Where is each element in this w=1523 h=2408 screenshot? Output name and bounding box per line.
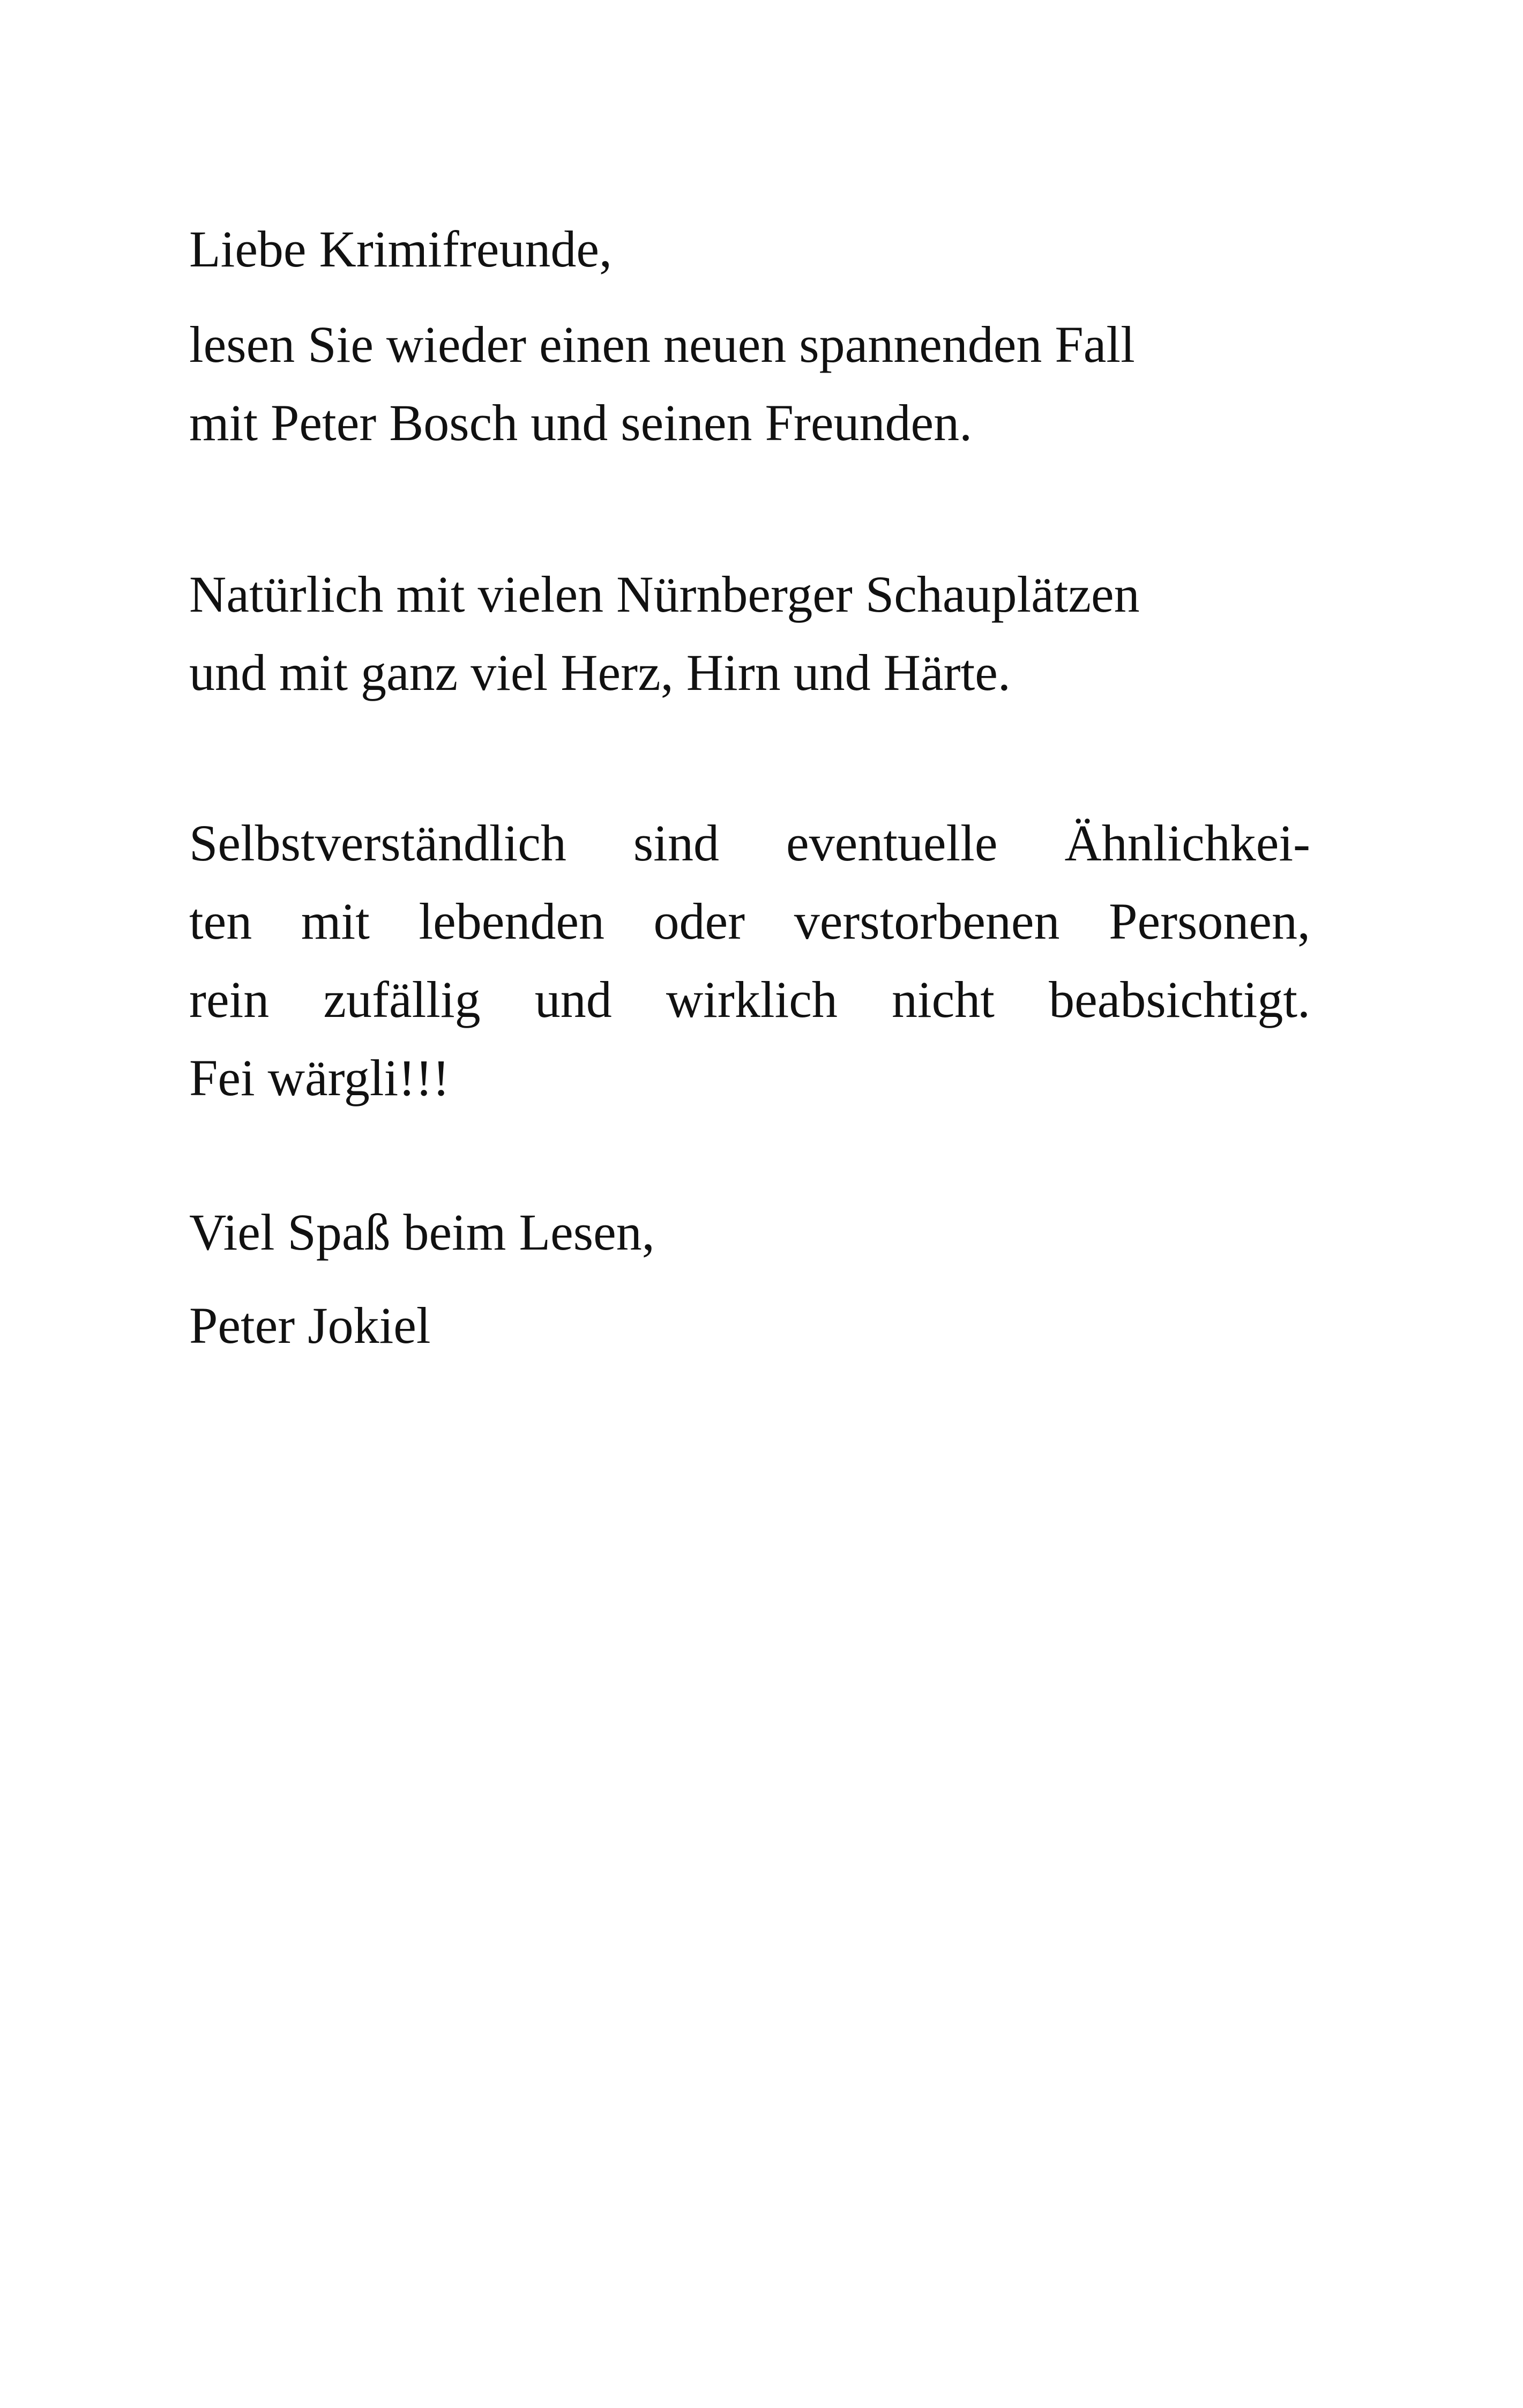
- signature-line: Peter Jokiel: [189, 1297, 431, 1354]
- closing: [189, 1193, 1310, 1272]
- disclaimer-paragraph: [189, 804, 1310, 1117]
- greeting: [189, 210, 1310, 288]
- disclaimer-line-1: Selbstverständlich sind eventuelle Ähnlichkei-: [189, 814, 1310, 872]
- disclaimer-line-3: rein zufällig und wirklich nicht beabsichtigt.: [189, 971, 1310, 1028]
- setting-line-2: und mit ganz viel Herz, Hirn und Härte.: [189, 644, 1011, 701]
- closing-line: Viel Spaß beim Lesen,: [189, 1203, 655, 1261]
- intro-line-2: mit Peter Bosch und seinen Freunden.: [189, 394, 973, 451]
- greeting-line: Liebe Krimifreunde,: [189, 220, 612, 278]
- intro-line-1: lesen Sie wieder einen neuen spannenden Fall: [189, 316, 1135, 373]
- setting-line-1: Natürlich mit vielen Nürnberger Schauplätzen: [189, 566, 1140, 623]
- disclaimer-line-4: Fei wärgli!!!: [189, 1049, 450, 1106]
- signature: [189, 1287, 1310, 1365]
- intro-paragraph: [189, 306, 1310, 462]
- disclaimer-line-2: ten mit lebenden oder verstorbenen Personen,: [189, 893, 1310, 950]
- setting-paragraph: [189, 555, 1310, 712]
